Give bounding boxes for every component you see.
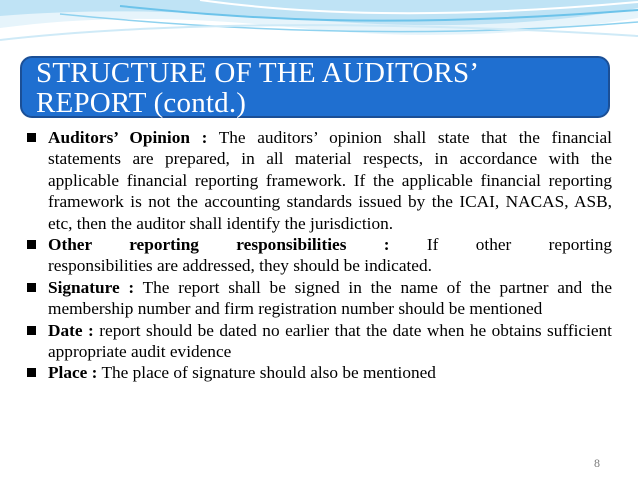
square-bullet-icon [27,283,36,292]
bullet-date [24,320,612,363]
bullet-term: Date : [48,320,94,340]
page-number: 8 [594,456,600,470]
title-line-1: STRUCTURE OF THE AUDITORS’ [36,57,480,89]
bullet-text: The report shall be signed in the name of the partner and the membership number and firm registration number should be mentioned [48,277,612,319]
bullet-text: The place of signature should also be mentioned [101,363,436,383]
bullet-term: Signature : [48,277,135,297]
square-bullet-icon [27,133,36,142]
bullet-term: Place : [48,363,98,383]
bullet-term: Auditors’ Opinion : [48,128,208,147]
bullet-first-line [48,234,612,255]
square-bullet-icon [27,368,36,377]
bullet-term: Other reporting responsibilities : [48,235,390,255]
bullet-first-line-text: If other reporting [426,235,612,255]
bullet-other-reporting [24,234,612,277]
bullet-text: The auditors’ opinion shall state that the financial statements are prepared, in all material respects, in accordance with the applicable financial reporting framework. If the applicable financial reporting framework is not the accounting standards issued by the ICAI, NACAS, ASB, etc, then the auditor shall identify the jurisdiction. [48,128,612,233]
title-line-2: REPORT (contd.) [36,87,247,119]
slide-title [20,56,610,118]
bullet-signature [24,277,612,320]
bullet-text: report should be dated no earlier that the date when he obtains sufficient appropriate audit evidence [48,320,612,362]
bullet-list [24,127,612,384]
square-bullet-icon [27,240,36,249]
bullet-auditors-opinion [24,127,612,234]
bullet-place [24,362,612,383]
square-bullet-icon [27,326,36,335]
bullet-text: responsibilities are addressed, they should be indicated. [48,256,432,276]
